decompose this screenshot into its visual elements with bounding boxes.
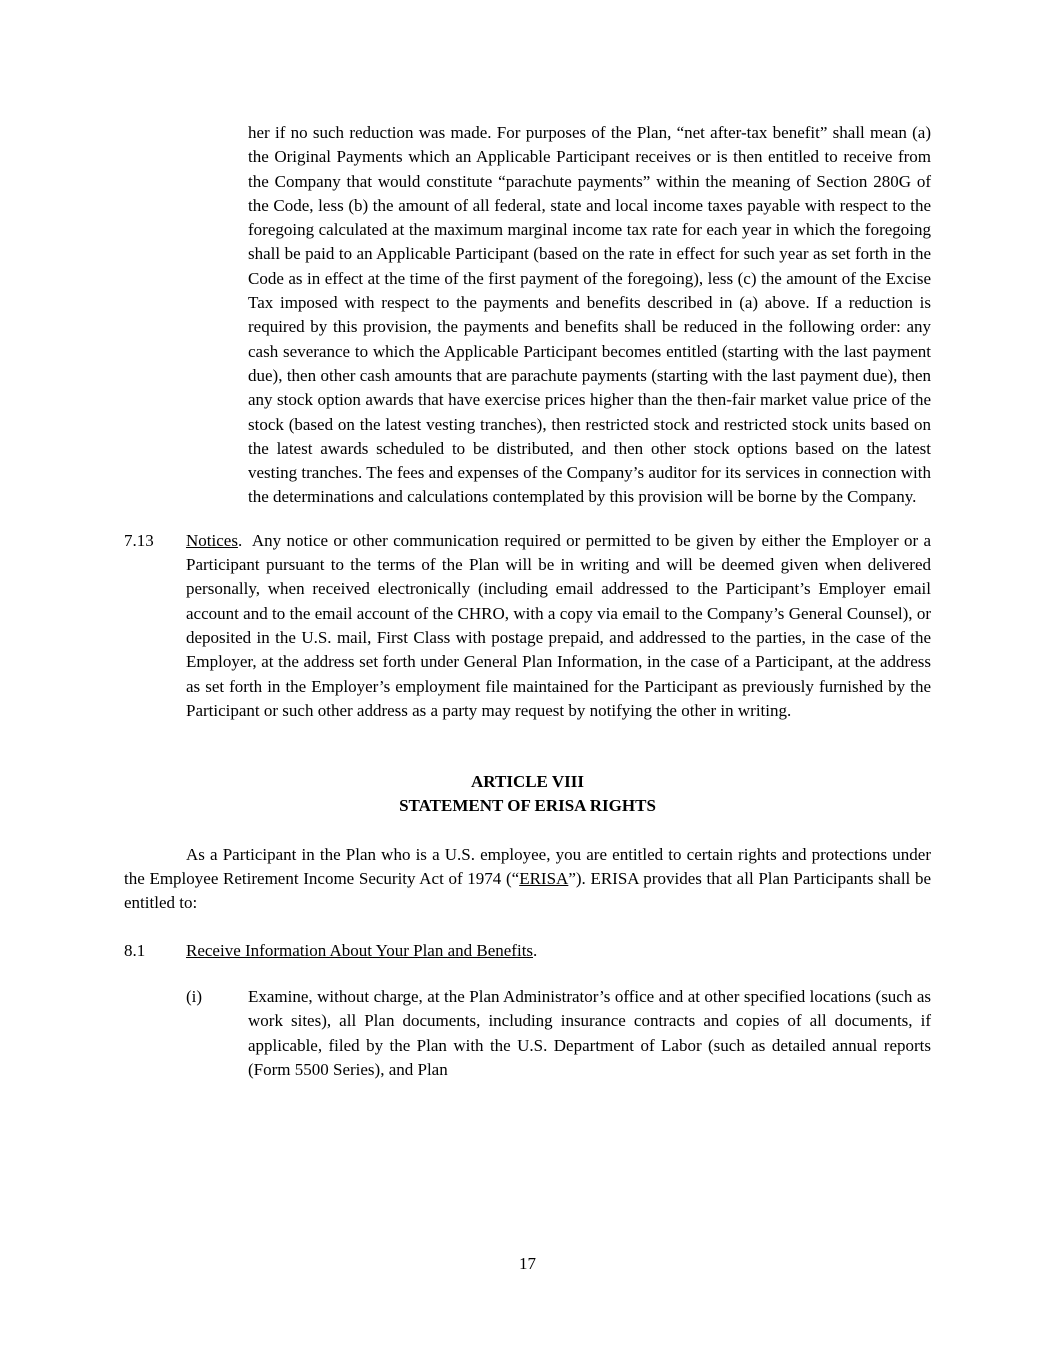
article-number: ARTICLE VIII bbox=[471, 772, 584, 792]
erisa-intro-paragraph bbox=[124, 843, 931, 916]
page-content bbox=[124, 121, 931, 1082]
section-7-13-number: 7.13 bbox=[124, 530, 154, 550]
erisa-term: ERISA bbox=[519, 869, 569, 889]
list-item-i-marker: (i) bbox=[186, 986, 203, 1006]
section-7-13 bbox=[124, 529, 931, 723]
erisa-intro-before: As a Participant in the Plan who is a U.S. employee, you are entitled to certain rights and protections under the Employee Retirement Income Security Act of 1974 (“ bbox=[124, 844, 931, 889]
section-8-1-heading-suffix: . bbox=[533, 940, 538, 960]
section-7-13-label: Notices bbox=[186, 530, 238, 550]
list-item-i-text: Examine, without charge, at the Plan Administrator’s office and at other specified locations (such as work sites), all Plan documents, including insurance contracts and copies of all documents, if applicable, filed by the Plan with the U.S. Department of Labor (such as detailed annual reports (Form 5500 Series), and Plan bbox=[248, 986, 931, 1079]
section-8-1-heading bbox=[186, 939, 931, 963]
article-heading bbox=[124, 770, 931, 819]
page-number: 17 bbox=[519, 1254, 536, 1273]
section-8-1-heading-text: Receive Information About Your Plan and Benefits bbox=[186, 940, 534, 960]
section-7-13-paragraph bbox=[186, 529, 931, 723]
section-8-1 bbox=[124, 939, 931, 963]
list-item-i bbox=[186, 985, 931, 1082]
section-7-13-text: . Any notice or other communication required or permitted to be given by either the Employer or a Participant pursuant to the terms of the Plan will be in writing and will be deemed given when delivered personally, when received electronically (including email addressed to the Participant’s Employer email account and to the email account of the CHRO, with a copy via email to the Company’s General Counsel), or deposited in the U.S. mail, First Class with postage prepaid, and addressed to the parties, in the case of the Employer, at the address set forth under General Plan Information, in the case of a Participant, at the address as set forth in the Employer’s employment file maintained for the Participant as previously furnished by the Participant or such other address as a party may request by notifying the other in writing. bbox=[186, 530, 931, 720]
section-8-1-number: 8.1 bbox=[124, 940, 146, 960]
continuation-paragraph: her if no such reduction was made. For purposes of the Plan, “net after-tax benefit” shall mean (a) the Original Payments which an Applicable Participant receives or is then entitled to receive from the Company that would constitute “parachute payments” within the meaning of Section 280G of the Code, less (b) the amount of all federal, state and local income taxes payable with respect to the foregoing calculated at the maximum marginal income tax rate for each year in which the foregoing shall be paid to an Applicable Participant (based on the rate in effect for such year as set forth in the Code as in effect at the time of the first payment of the foregoing), less (c) the amount of the Excise Tax imposed with respect to the payments and benefits described in (a) above. If a reduction is required by this provision, the payments and benefits shall be reduced in the following order: any cash severance to which the Applicable Participant becomes entitled (starting with the last payment due), then other cash amounts that are parachute payments (starting with the last payment due), then any stock option awards that have exercise prices higher than the then-fair market value price of the stock (based on the latest vesting tranches), then restricted stock and restricted stock units based on the latest awards scheduled to be distributed, and then other stock options based on the latest vesting tranches. The fees and expenses of the Company’s auditor for its services in connection with the determinations and calculations contemplated by this provision will be borne by the Company. bbox=[248, 123, 931, 507]
erisa-intro-after: ”). ERISA provides that all Plan Participants shall be entitled to: bbox=[124, 869, 931, 913]
article-title: STATEMENT OF ERISA RIGHTS bbox=[399, 796, 656, 816]
